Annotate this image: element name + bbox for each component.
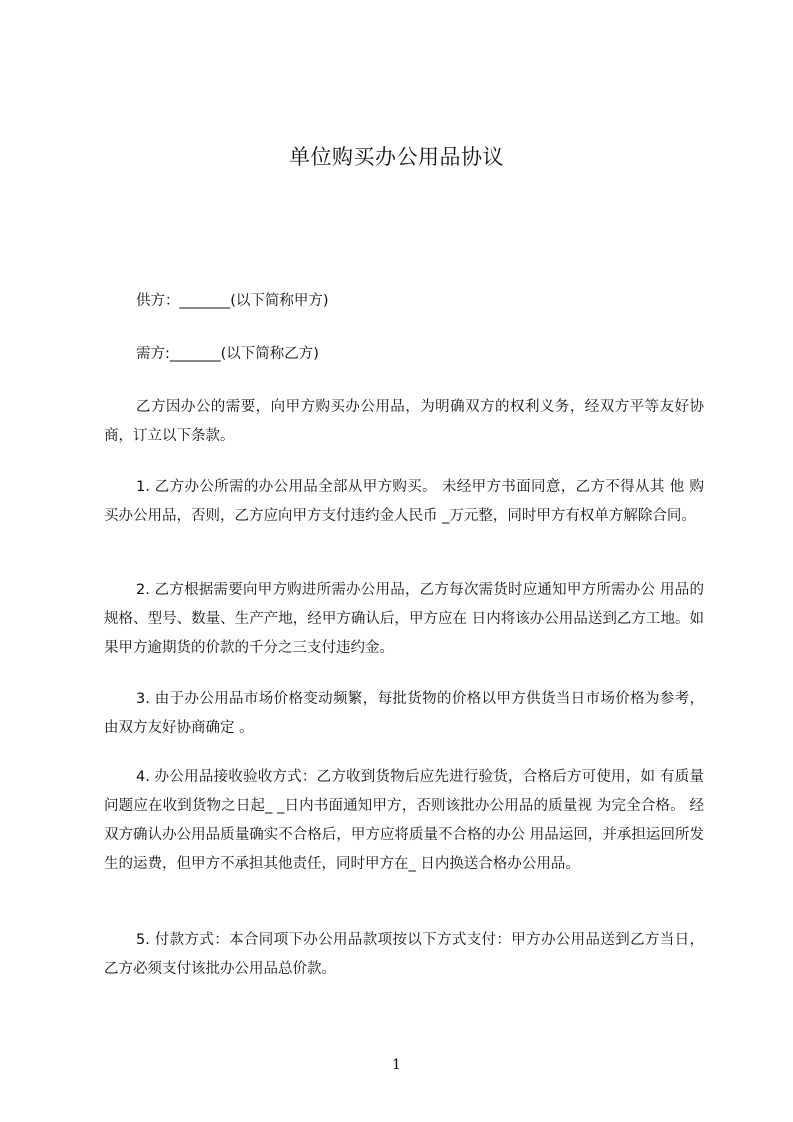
document-title: 单位购买办公用品协议 bbox=[289, 145, 504, 169]
clause-3: 3. 由于办公用品市场价格变动频繁，每批货物的价格以甲方供货当日市场价格为参考，由双方友好协商确定 。 bbox=[104, 691, 704, 736]
clause-1: 1. 乙方办公所需的办公用品全部从甲方购买。 未经甲方书面同意，乙方不得从其 他 购买办公用品，否则，乙方应向甲方支付违约金人民币 _万元整，同时甲方有权单方解除合同。 bbox=[104, 479, 704, 524]
clause-2: 2. 乙方根据需要向甲方购进所需办公用品，乙方每次需货时应通知甲方所需办公 用品的规格、型号、数量、生产产地，经甲方确认后，甲方应在 日内将该办公用品送到乙方工地。如果甲方逾期货的价款的千分之三支付违约金。 bbox=[104, 582, 704, 656]
clause-4: 4. 办公用品接收验收方式：乙方收到货物后应先进行验货，合格后方可使用，如 有质量问题应在收到货物之日起_ _日内书面通知甲方，否则该批办公用品的质量视 为完全合格。 经双方确认办公用品质量确实不合格后，甲方应将质量不合格的办公 用品运回，并承担运回所发生的运费，但甲方不承担其他责任，同时甲方在_ 日内换送合格办公用品。 bbox=[104, 769, 704, 872]
clause-5: 5. 付款方式：本合同项下办公用品款项按以下方式支付：甲方办公用品送到乙方当日，乙方必须支付该批办公用品总价款。 bbox=[104, 932, 704, 977]
supplier-line: 供方：_______(以下简称甲方) bbox=[136, 293, 329, 309]
page-number: 1 bbox=[392, 1057, 401, 1073]
intro-paragraph: 乙方因办公的需要，向甲方购买办公用品，为明确双方的权利义务，经双方平等友好协商，订立以下条款。 bbox=[104, 399, 704, 444]
buyer-line: 需方:_______(以下简称乙方) bbox=[136, 346, 319, 362]
